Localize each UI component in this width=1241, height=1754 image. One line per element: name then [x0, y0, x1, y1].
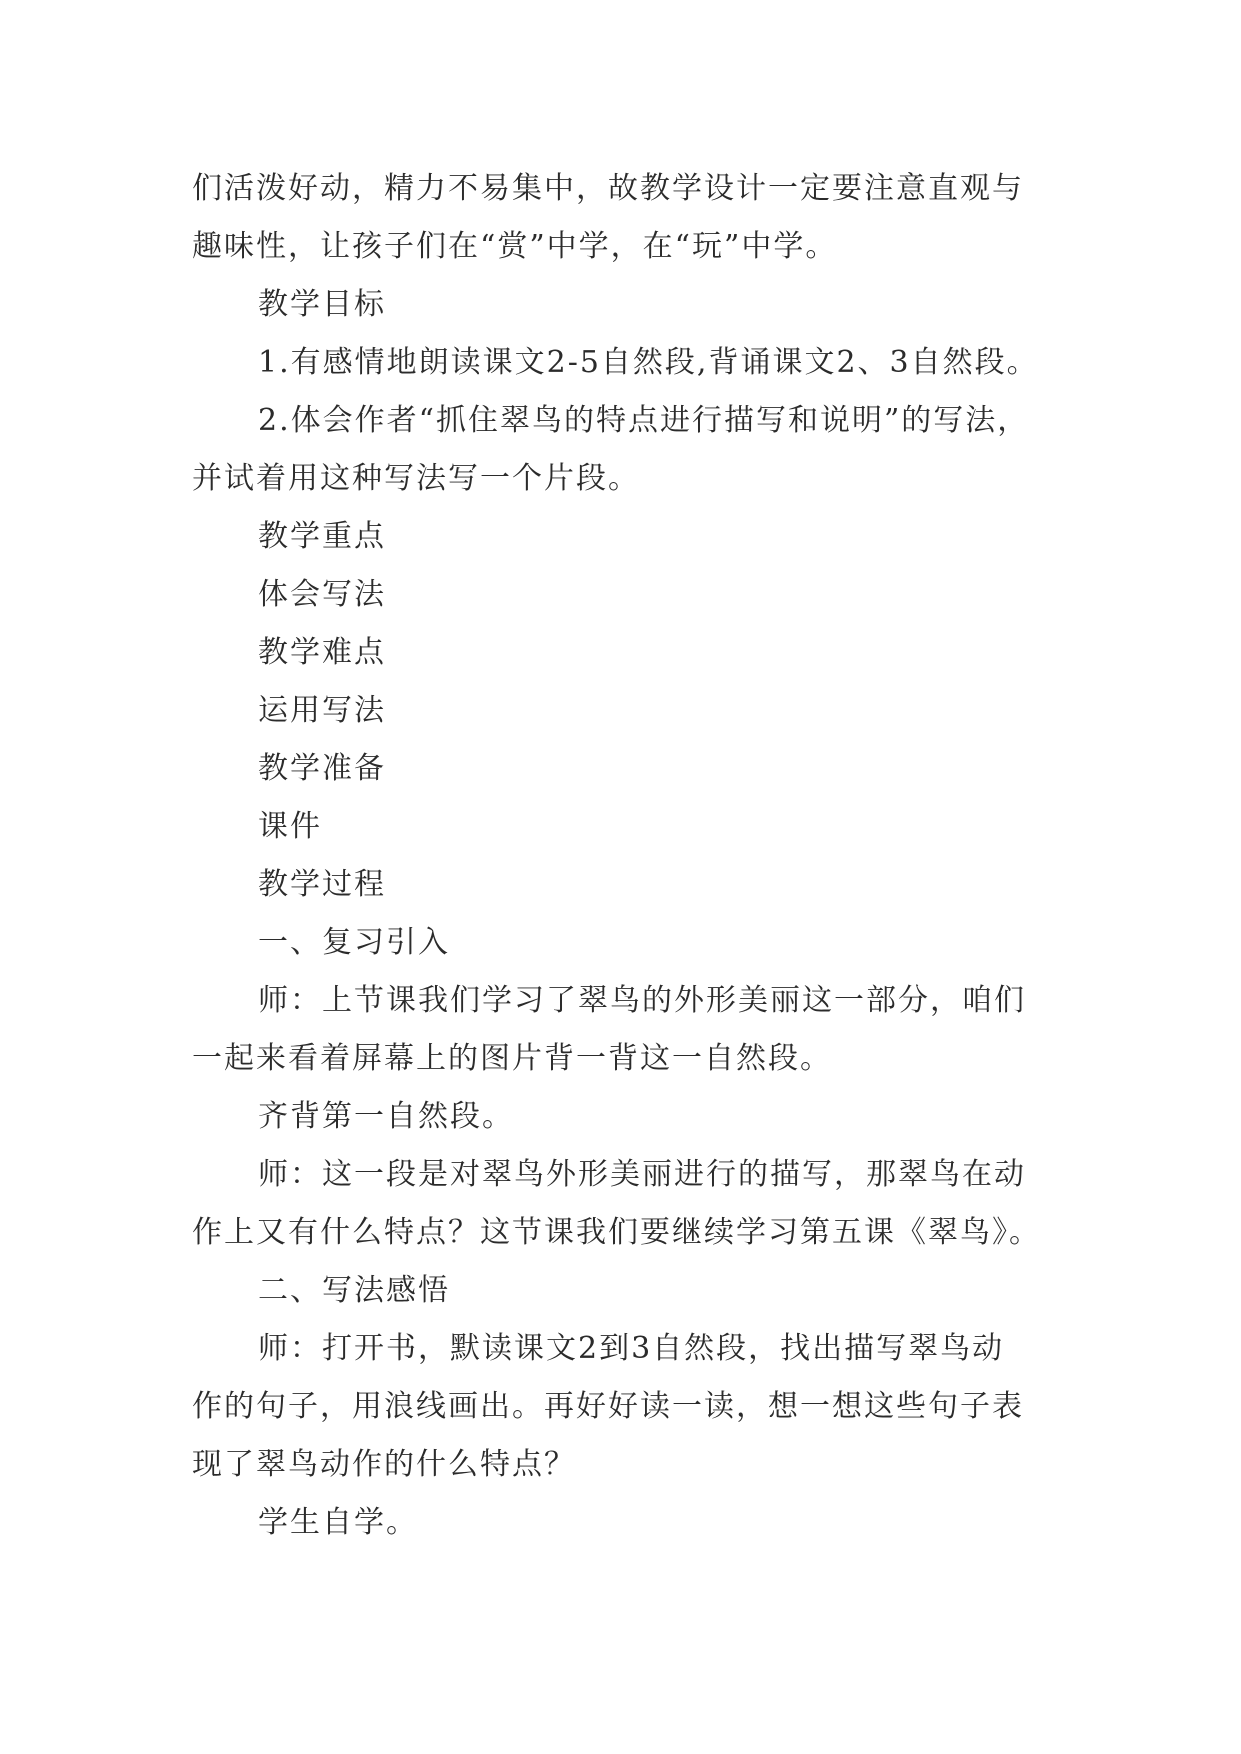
section-heading: 教学过程 [258, 867, 386, 902]
text-line: 现了翠鸟动作的什么特点？ [192, 1447, 576, 1482]
section-heading: 一、复习引入 [258, 925, 450, 960]
text-line: 体会写法 [258, 577, 386, 612]
text-line: 师：打开书，默读课文2到3自然段，找出描写翠鸟动 [258, 1331, 1005, 1366]
text-line: 并试着用这种写法写一个片段。 [192, 461, 640, 496]
text-line: 师：这一段是对翠鸟外形美丽进行的描写，那翠鸟在动 [258, 1157, 1026, 1192]
text-line: 趣味性，让孩子们在“赏”中学，在“玩”中学。 [192, 229, 838, 264]
text-line: 课件 [258, 809, 322, 844]
section-heading: 教学重点 [258, 519, 386, 554]
section-heading: 教学目标 [258, 287, 386, 322]
text-line: 师：上节课我们学习了翠鸟的外形美丽这一部分，咱们 [258, 983, 1026, 1018]
section-heading: 教学准备 [258, 751, 386, 786]
section-heading: 教学难点 [258, 635, 386, 670]
document-body [192, 160, 1052, 1552]
text-line: 2.体会作者“抓住翠鸟的特点进行描写和说明”的写法， [258, 403, 1030, 438]
text-line: 作的句子，用浪线画出。再好好读一读，想一想这些句子表 [192, 1389, 1024, 1424]
text-line: 运用写法 [258, 693, 386, 728]
section-heading: 二、写法感悟 [258, 1273, 450, 1308]
text-line: 们活泼好动，精力不易集中，故教学设计一定要注意直观与 [192, 171, 1024, 206]
text-line: 一起来看着屏幕上的图片背一背这一自然段。 [192, 1041, 832, 1076]
text-line: 作上又有什么特点？这节课我们要继续学习第五课《翠鸟》。 [192, 1215, 1041, 1250]
text-line: 学生自学。 [258, 1505, 418, 1540]
text-line: 齐背第一自然段。 [258, 1099, 514, 1134]
text-line: 1.有感情地朗读课文2-5自然段,背诵课文2、3自然段。 [258, 345, 1039, 380]
